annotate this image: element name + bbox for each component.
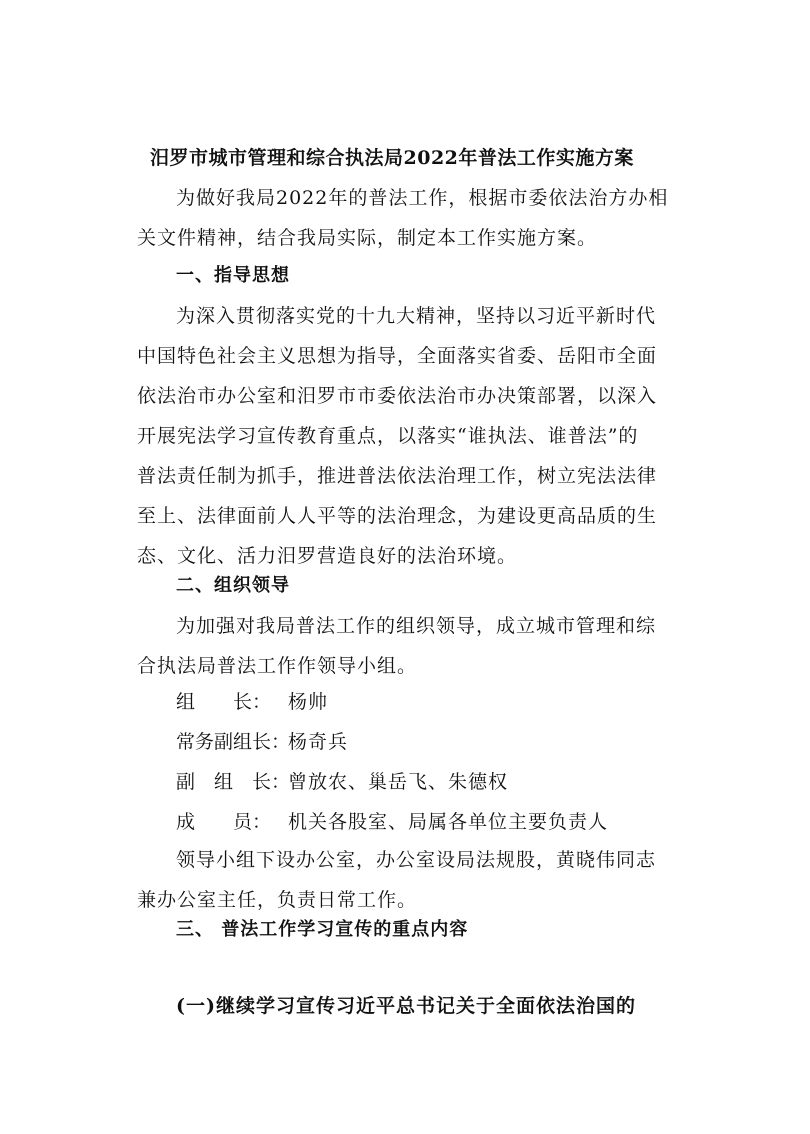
section-1-line-3: 依法治市办公室和汨罗市市委依法治市办决策部署，以深入 bbox=[137, 385, 658, 407]
intro-line-1: 为做好我局2022年的普法工作，根据市委依法治方办相 bbox=[176, 187, 669, 209]
section-1-line-5: 普法责任制为抓手，推进普法依法治理工作，树立宪法法律 bbox=[137, 465, 658, 487]
member-value: 机关各股室、局属各单位主要负责人 bbox=[288, 811, 609, 833]
section-3-subheading: (一)继续学习宣传习近平总书记关于全面依法治国的 bbox=[176, 995, 636, 1017]
section-1-line-6: 至上、法律面前人人平等的法治理念，为建设更高品质的生 bbox=[137, 505, 658, 527]
member-label: 组 长： bbox=[176, 691, 272, 713]
section-3-heading: 三、 普法工作学习宣传的重点内容 bbox=[176, 919, 469, 940]
member-value: 杨帅 bbox=[288, 691, 329, 713]
section-2-line-2: 合执法局普法工作作领导小组。 bbox=[137, 655, 418, 677]
document-title: 汨罗市城市管理和综合执法局2022年普法工作实施方案 bbox=[150, 147, 634, 169]
member-row-deputy bbox=[176, 770, 508, 794]
member-row-leader bbox=[176, 690, 328, 714]
member-label: 常务副组长： bbox=[176, 731, 291, 753]
section-1-line-7: 态、文化、活力汨罗营造良好的法治环境。 bbox=[137, 545, 518, 567]
section-1-line-1: 为深入贯彻落实党的十九大精神，坚持以习近平新时代 bbox=[176, 305, 657, 327]
member-label: 成 员： bbox=[176, 811, 272, 833]
member-value: 杨奇兵 bbox=[288, 731, 349, 753]
member-row-members bbox=[176, 810, 608, 834]
member-label: 副 组 长： bbox=[176, 771, 291, 793]
section-2-closing-line-2: 兼办公室主任，负责日常工作。 bbox=[137, 889, 418, 911]
member-row-executive-deputy bbox=[176, 730, 348, 754]
section-2-heading: 二、组织领导 bbox=[176, 575, 290, 596]
section-1-heading: 一、指导思想 bbox=[176, 265, 290, 286]
section-2-line-1: 为加强对我局普法工作的组织领导，成立城市管理和综 bbox=[176, 615, 657, 637]
member-value: 曾放农、巢岳飞、朱德权 bbox=[288, 771, 509, 793]
section-1-line-2: 中国特色社会主义思想为指导，全面落实省委、岳阳市全面 bbox=[137, 345, 658, 367]
section-1-line-4: 开展宪法学习宣传教育重点，以落实“谁执法、谁普法”的 bbox=[137, 425, 639, 447]
intro-line-2: 关文件精神，结合我局实际，制定本工作实施方案。 bbox=[137, 227, 598, 249]
section-2-closing-line-1: 领导小组下设办公室，办公室设局法规股，黄晓伟同志 bbox=[176, 849, 657, 871]
